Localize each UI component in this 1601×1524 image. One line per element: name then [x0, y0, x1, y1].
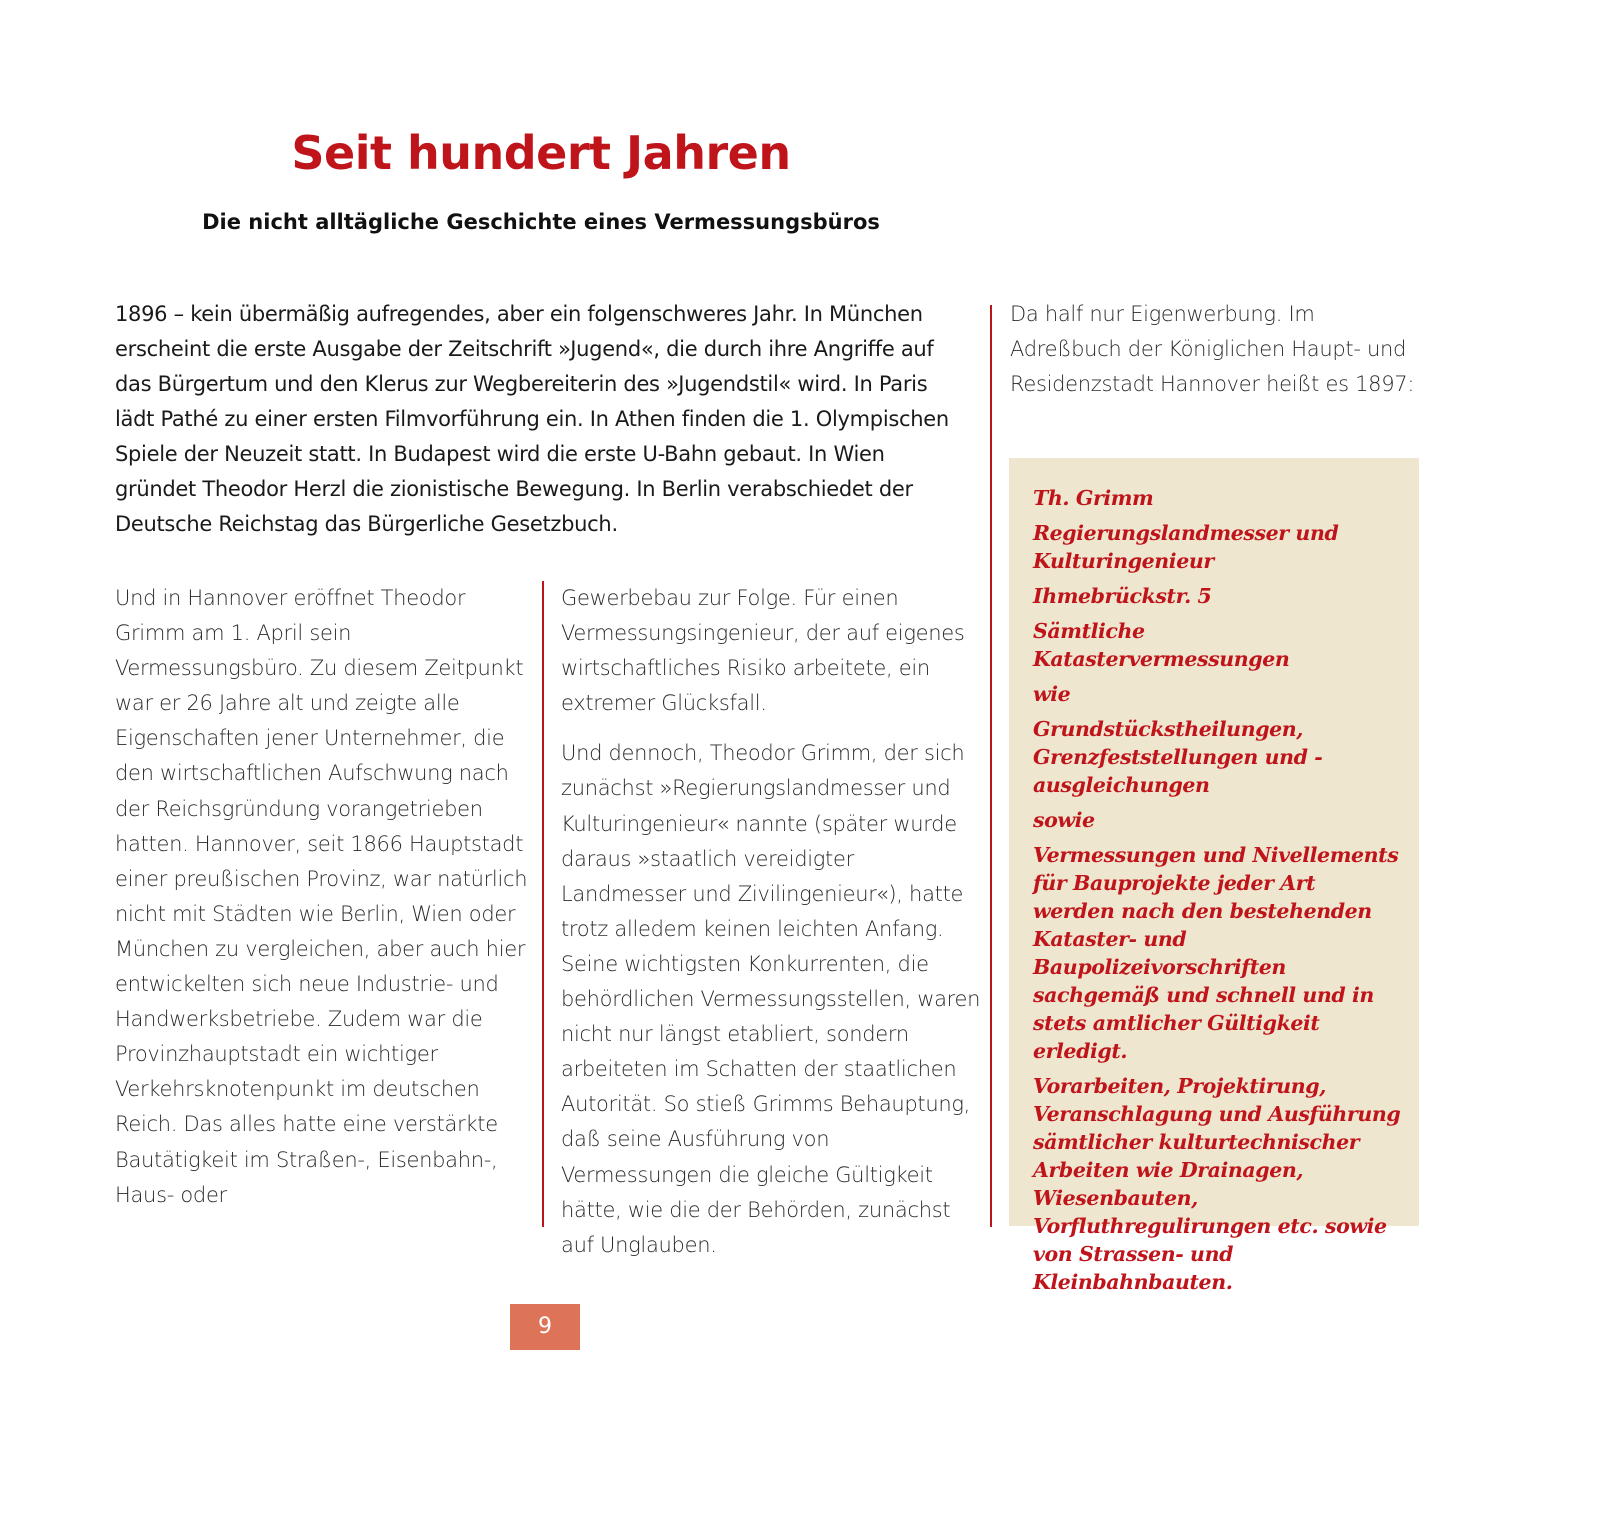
ad-line: Th. Grimm — [1033, 486, 1154, 510]
column-middle-paragraph: Gewerbebau zur Folge. Für einen Vermessungsingenieur, der auf eigenes wirtschaftliches Risiko arbeitete, ein extremer Glücksfall. — [561, 586, 965, 716]
intro-paragraph: 1896 – kein übermäßig aufregendes, aber ein folgenschweres Jahr. In München erscheint die erste Ausgabe der Zeitschrift »Jugend«, die durch ihre Angriffe auf das Bürgertum und den Klerus zur Wegbereiterin des »Jugendstil« wird. In Paris lädt Pathé zu einer ersten Filmvorführung ein. In Athen finden die 1. Olympischen Spiele der Neuzeit statt. In Budapest wird die erste U-Bahn gebaut. In Wien gründet Theodor Herzl die zionistische Bewegung. In Berlin verabschiedet der Deutsche Reichstag das Bürgerliche Gesetzbuch. — [115, 302, 949, 536]
ad-line: Regierungslandmesser und Kulturingenieur — [1033, 521, 1339, 573]
ad-line: Vermessungen und Nivellements für Bauprojekte jeder Art werden nach den bestehenden Kataster- und Baupolizeivorschriften sachgemäß und schnell und in stets amtlicher Gültigkeit erledigt. — [1033, 843, 1399, 1063]
column-divider-left — [542, 581, 544, 1227]
advertisement-box — [1009, 458, 1419, 1294]
ad-line: Ihmebrückstr. 5 — [1033, 584, 1212, 608]
column-left — [115, 581, 535, 1228]
page-title: Seit hundert Jahren — [291, 126, 791, 180]
page-subtitle: Die nicht alltägliche Geschichte eines Vermessungsbüros — [202, 210, 880, 234]
column-middle — [561, 581, 981, 1278]
page-number: 9 — [510, 1304, 580, 1350]
column-right-paragraph: Da half nur Eigenwerbung. Im Adreßbuch der Königlichen Haupt- und Residenzstadt Hannover heißt es 1897: — [1010, 302, 1415, 397]
ad-line: Sämtliche Katastervermessungen — [1033, 619, 1290, 671]
column-right — [1010, 297, 1430, 417]
ad-line: Grundstückstheilungen, Grenzfeststellungen und -ausgleichungen — [1033, 717, 1323, 797]
column-left-paragraph: Und in Hannover eröffnet Theodor Grimm am 1. April sein Vermessungsbüro. Zu diesem Zeitpunkt war er 26 Jahre alt und zeigte alle Eigenschaften jener Unternehmer, die den wirtschaftlichen Aufschwung nach der Reichsgründung vorangetrieben hatten. Hannover, seit 1866 Hauptstadt einer preußischen Provinz, war natürlich nicht mit Städten wie Berlin, Wien oder München zu vergleichen, aber auch hier entwickelten sich neue Industrie- und Handwerksbetriebe. Zudem war die Provinzhauptstadt ein wichtiger Verkehrsknotenpunkt im deutschen Reich. Das alles hatte eine verstärkte Bautätigkeit im Straßen-, Eisenbahn-, Haus- oder — [115, 586, 528, 1207]
ad-line: wie — [1033, 682, 1071, 706]
ad-line: Vorarbeiten, Projektirung, Veranschlagung und Ausführung sämtlicher kulturtechnischer Arbeiten wie Drainagen, Wiesenbauten, Vorfluthregulirungen etc. sowie von Strassen- und Kleinbahnbauten. — [1033, 1074, 1401, 1294]
column-middle-paragraph: Und dennoch, Theodor Grimm, der sich zunächst »Regierungslandmesser und Kulturingenieur« nannte (später wurde daraus »staatlich vereidigter Landmesser und Zivilingenieur«), hatte trotz alledem keinen leichten Anfang. Seine wichtigsten Konkurrenten, die behördlichen Vermessungsstellen, waren nicht nur längst etabliert, sondern arbeiteten im Schatten der staatlichen Autorität. So stieß Grimms Behauptung, daß seine Ausführung von Vermessungen die gleiche Gültigkeit hätte, wie die der Behörden, zunächst auf Unglauben. — [561, 741, 981, 1257]
column-divider-right — [990, 305, 992, 1227]
ad-line: sowie — [1033, 808, 1095, 832]
